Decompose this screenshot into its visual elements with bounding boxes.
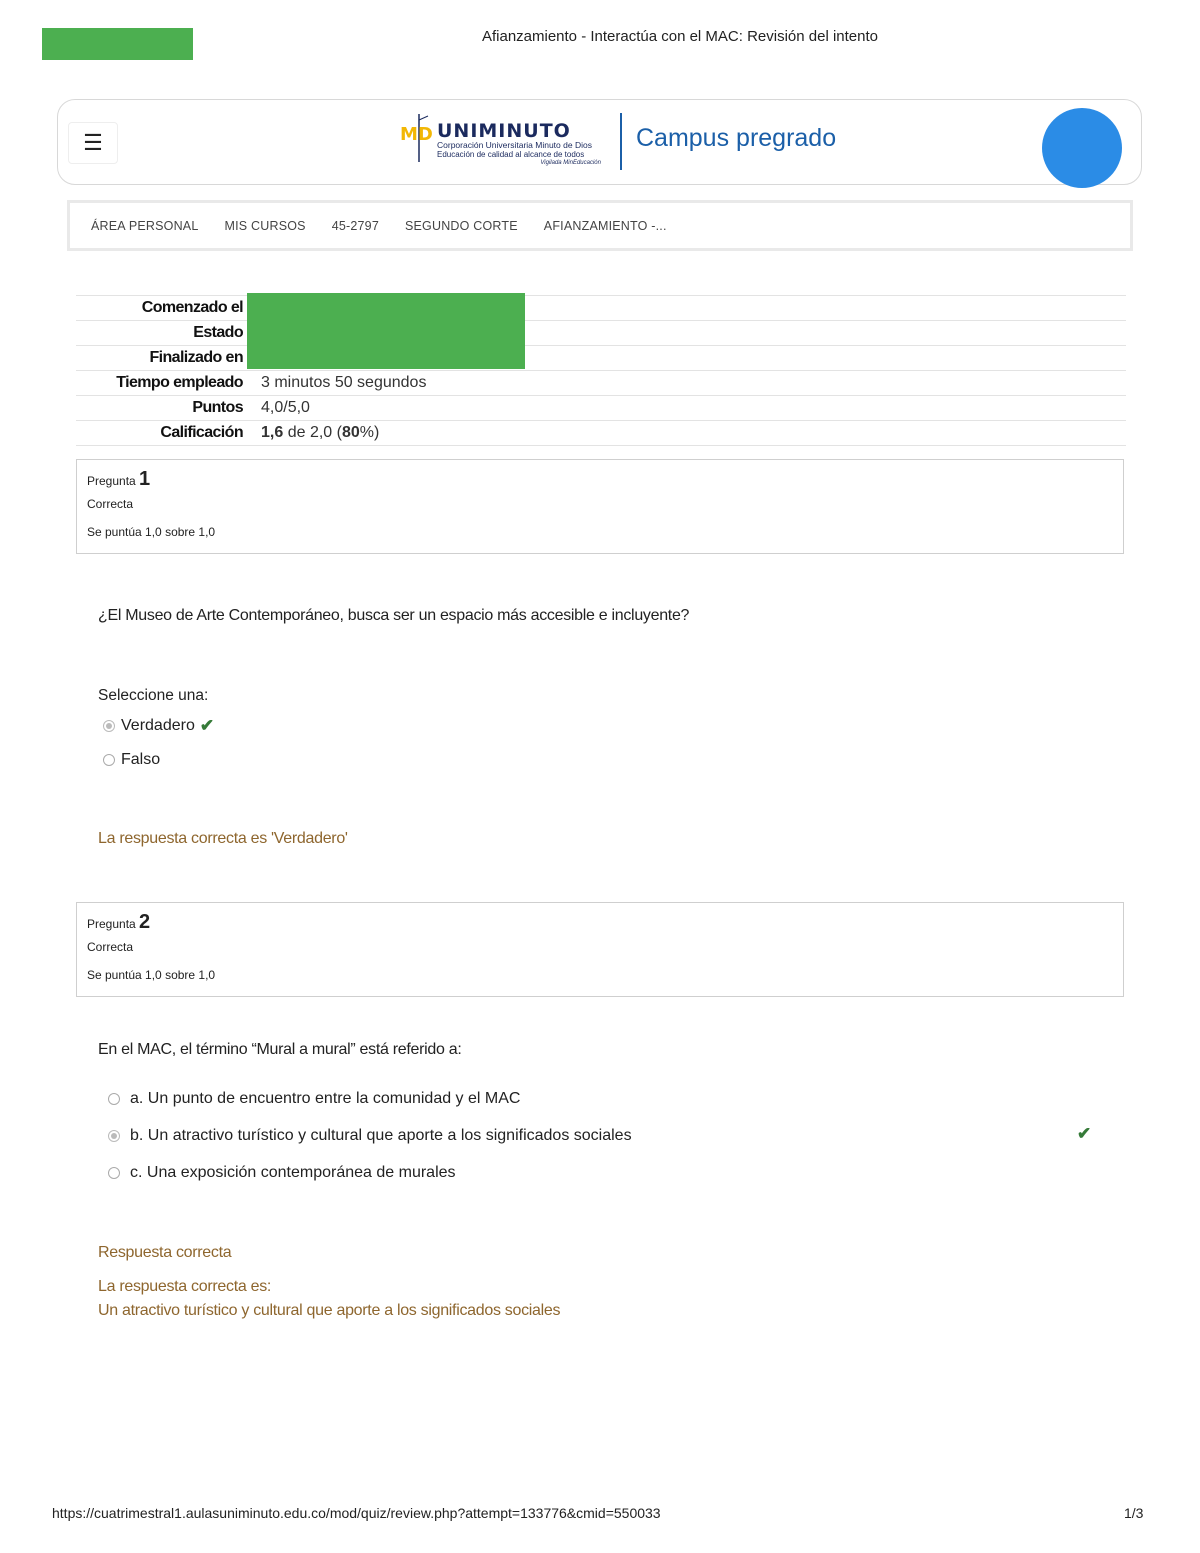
breadcrumb-item-afianzamiento[interactable]: AFIANZAMIENTO -...: [543, 218, 667, 233]
page-number: 1/3: [1124, 1505, 1144, 1521]
correct-answer-intro: La respuesta correcta es:: [98, 1278, 272, 1295]
summary-row-time: [76, 370, 1126, 395]
question-label: Pregunta 2: [87, 911, 151, 933]
summary-value: 4,0/5,0: [261, 399, 310, 416]
summary-row-points: [76, 395, 1126, 420]
summary-row-started: [76, 295, 1126, 320]
footer-url: https://cuatrimestral1.aulasuniminuto.edu.co/mod/quiz/review.php?attempt=133776&cmid=550033: [52, 1505, 661, 1521]
answer-option[interactable]: [108, 1127, 632, 1145]
logo-text: [437, 122, 607, 167]
breadcrumb: [67, 200, 1133, 251]
breadcrumb-item-area-personal[interactable]: ÁREA PERSONAL: [91, 218, 199, 233]
logo-divider: [620, 113, 622, 170]
summary-label: Puntos: [192, 399, 243, 416]
answer-option-label: a. Un punto de encuentro entre la comunidad y el MAC: [130, 1090, 521, 1107]
hamburger-icon: ☰: [83, 130, 103, 155]
question-info: [76, 902, 1124, 997]
answer-option[interactable]: [108, 1090, 520, 1108]
radio-button[interactable]: [103, 720, 115, 732]
summary-row-finished: [76, 345, 1126, 370]
summary-row-grade: [76, 420, 1126, 446]
breadcrumb-item-mis-cursos[interactable]: MIS CURSOS: [224, 218, 306, 233]
summary-row-state: [76, 320, 1126, 345]
correct-answer-feedback: La respuesta correcta es 'Verdadero': [98, 830, 348, 847]
radio-button[interactable]: [108, 1093, 120, 1105]
summary-label: Comenzado el: [141, 299, 243, 316]
breadcrumb-item-course[interactable]: 45-2797: [331, 218, 379, 233]
summary-label: Calificación: [160, 424, 243, 441]
summary-label: Estado: [193, 324, 243, 341]
check-icon: ✔: [1077, 1124, 1092, 1143]
grade-score: 1,6: [261, 424, 284, 441]
question-state: Correcta: [87, 940, 134, 954]
radio-button[interactable]: [103, 754, 115, 766]
summary-value: 3 minutos 50 segundos: [261, 374, 427, 391]
breadcrumb-item-segundo-corte[interactable]: SEGUNDO CORTE: [404, 218, 518, 233]
answer-option-label: c. Una exposición contemporánea de murales: [130, 1164, 456, 1181]
question-text: En el MAC, el término “Mural a mural” está referido a:: [98, 1041, 462, 1058]
radio-button[interactable]: [108, 1167, 120, 1179]
answer-option[interactable]: [103, 716, 214, 736]
logo-line-3: Vigilada MinEducación: [540, 160, 601, 166]
question-grade: Se puntúa 1,0 sobre 1,0: [87, 525, 216, 539]
radio-button[interactable]: [108, 1130, 120, 1142]
menu-button[interactable]: [68, 122, 118, 164]
select-label: Seleccione una:: [98, 687, 209, 704]
question-text: ¿El Museo de Arte Contemporáneo, busca ser un espacio más accesible e incluyente?: [98, 607, 690, 624]
grade-percent: 80: [341, 424, 360, 441]
question-number: 1: [139, 468, 151, 490]
answer-option-label: Falso: [121, 751, 161, 768]
attempt-summary: [76, 295, 1126, 446]
logo-name: UNIMINUTO: [437, 120, 571, 142]
question-grade: Se puntúa 1,0 sobre 1,0: [87, 968, 216, 982]
correct-answer-text: Un atractivo turístico y cultural que aporte a los significados sociales: [98, 1302, 561, 1319]
uniminuto-logo-icon: [398, 112, 434, 164]
answer-option-label: Verdadero: [121, 717, 195, 734]
answer-option[interactable]: [108, 1164, 456, 1182]
summary-label: Finalizado en: [149, 349, 243, 366]
answer-option-label: b. Un atractivo turístico y cultural que aporte a los significados sociales: [130, 1127, 632, 1144]
summary-value: [261, 424, 379, 442]
question-label: Pregunta 1: [87, 468, 151, 490]
campus-title: Campus pregrado: [636, 124, 837, 152]
check-icon: ✔: [199, 716, 215, 735]
answer-option[interactable]: [103, 751, 160, 769]
logo-line-2: Educación de calidad al alcance de todos: [437, 150, 585, 159]
question-info: [76, 459, 1124, 554]
avatar[interactable]: [1042, 108, 1122, 188]
grade-of: de 2,0 (: [283, 424, 342, 441]
logo-initials: MD: [400, 124, 433, 145]
logo-line-1: Corporación Universitaria Minuto de Dios: [437, 140, 592, 150]
redacted-block: [247, 293, 525, 369]
grade-suffix: %): [359, 424, 380, 441]
page-title: Afianzamiento - Interactúa con el MAC: Revisión del intento: [481, 28, 879, 45]
question-state: Correcta: [87, 497, 134, 511]
question-number: 2: [139, 911, 151, 933]
summary-label: Tiempo empleado: [116, 374, 243, 391]
feedback-title: Respuesta correcta: [98, 1244, 232, 1261]
